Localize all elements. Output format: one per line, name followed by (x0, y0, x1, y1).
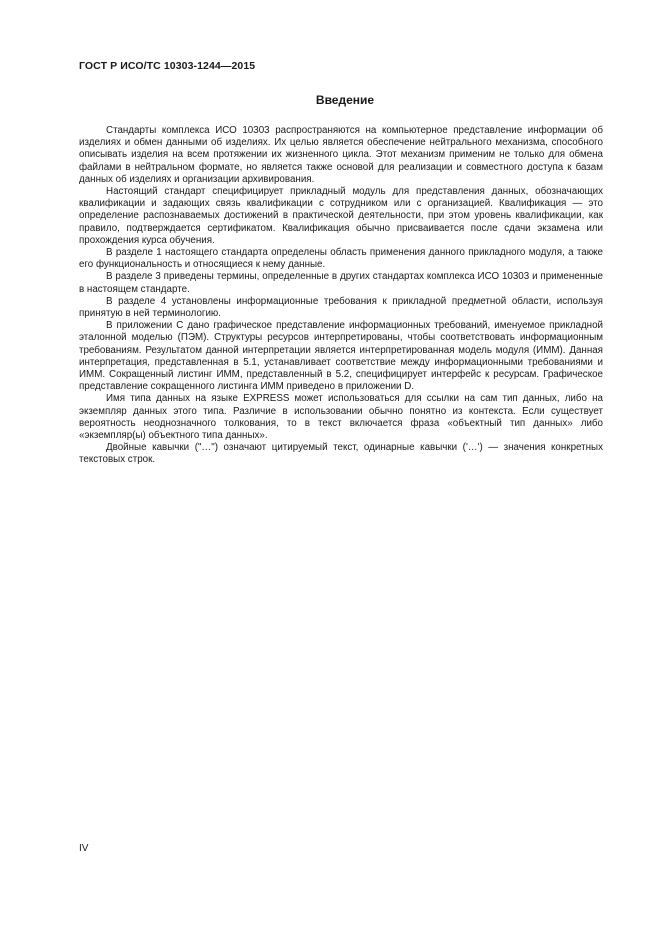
paragraph: Стандарты комплекса ИСО 10303 распространяются на компьютерное представление информации об изделиях и обмен данными об изделиях. Их целью является обеспечение нейтрального механизма, способного описывать изделия на всем протяжении их жизненного цикла. Этот механизм применим не только для обмена файлами в нейтральном формате, но является также основой для реализации и совместного доступа к базам данных об изделиях и организации архивирования. (79, 125, 603, 185)
paragraph: В разделе 3 приведены термины, определенные в других стандартах комплекса ИСО 10303 и примененные в настоящем стандарте. (79, 271, 603, 295)
paragraph: Настоящий стандарт специфицирует прикладный модуль для представления данных, обозначающих квалификации и задающих связь квалификации с сотрудником или с организацией. Квалификация — это определение распознаваемых достижений в практической деятельности, при этом уровень квалификации, как правило, подтверждается сертификатом. Квалификация обычно присваивается после сдачи экзамена или прохождения курса обучения. (79, 186, 603, 246)
paragraph: Имя типа данных на языке EXPRESS может использоваться для ссылки на сам тип данных, либо на экземпляр данных этого типа. Различие в использовании обычно понятно из контекста. Если существует вероятность неоднозначного толкования, то в текст включается фраза «объектный тип данных» либо «экземпляр(ы) объектного типа данных». (79, 393, 603, 442)
paragraph: В разделе 4 установлены информационные требования к прикладной предметной области, используя принятую в ней терминологию. (79, 295, 603, 320)
body-text (79, 125, 603, 467)
page-number: IV (79, 843, 89, 854)
paragraph: Двойные кавычки ("…") означают цитируемый текст, одинарные кавычки ('…') — значения конкретных текстовых строк. (79, 442, 603, 466)
paragraph: В приложении С дано графическое представление информационных требований, именуемое прикладной эталонной моделью (ПЭМ). Структуры ресурсов интерпретированы, чтобы соответствовать информационным требованиям. Результатом данной интерпретации является интерпретированная модель модуля (ИММ). Данная интерпретация, представленная в 5.1, устанавливает соответствие между информационными требованиями и ИММ. Сокращенный листинг ИММ, представленный в 5.2, специфицирует интерфейс к ресурсам. Графическое представление сокращенного листинга ИММ приведено в приложении D. (79, 320, 603, 393)
document-header: ГОСТ Р ИСО/ТС 10303-1244—2015 (79, 60, 256, 72)
section-title: Введение (315, 93, 375, 107)
paragraph: В разделе 1 настоящего стандарта определены область применения данного прикладного модуля, а также его функциональность и относящиеся к нему данные. (79, 247, 603, 271)
